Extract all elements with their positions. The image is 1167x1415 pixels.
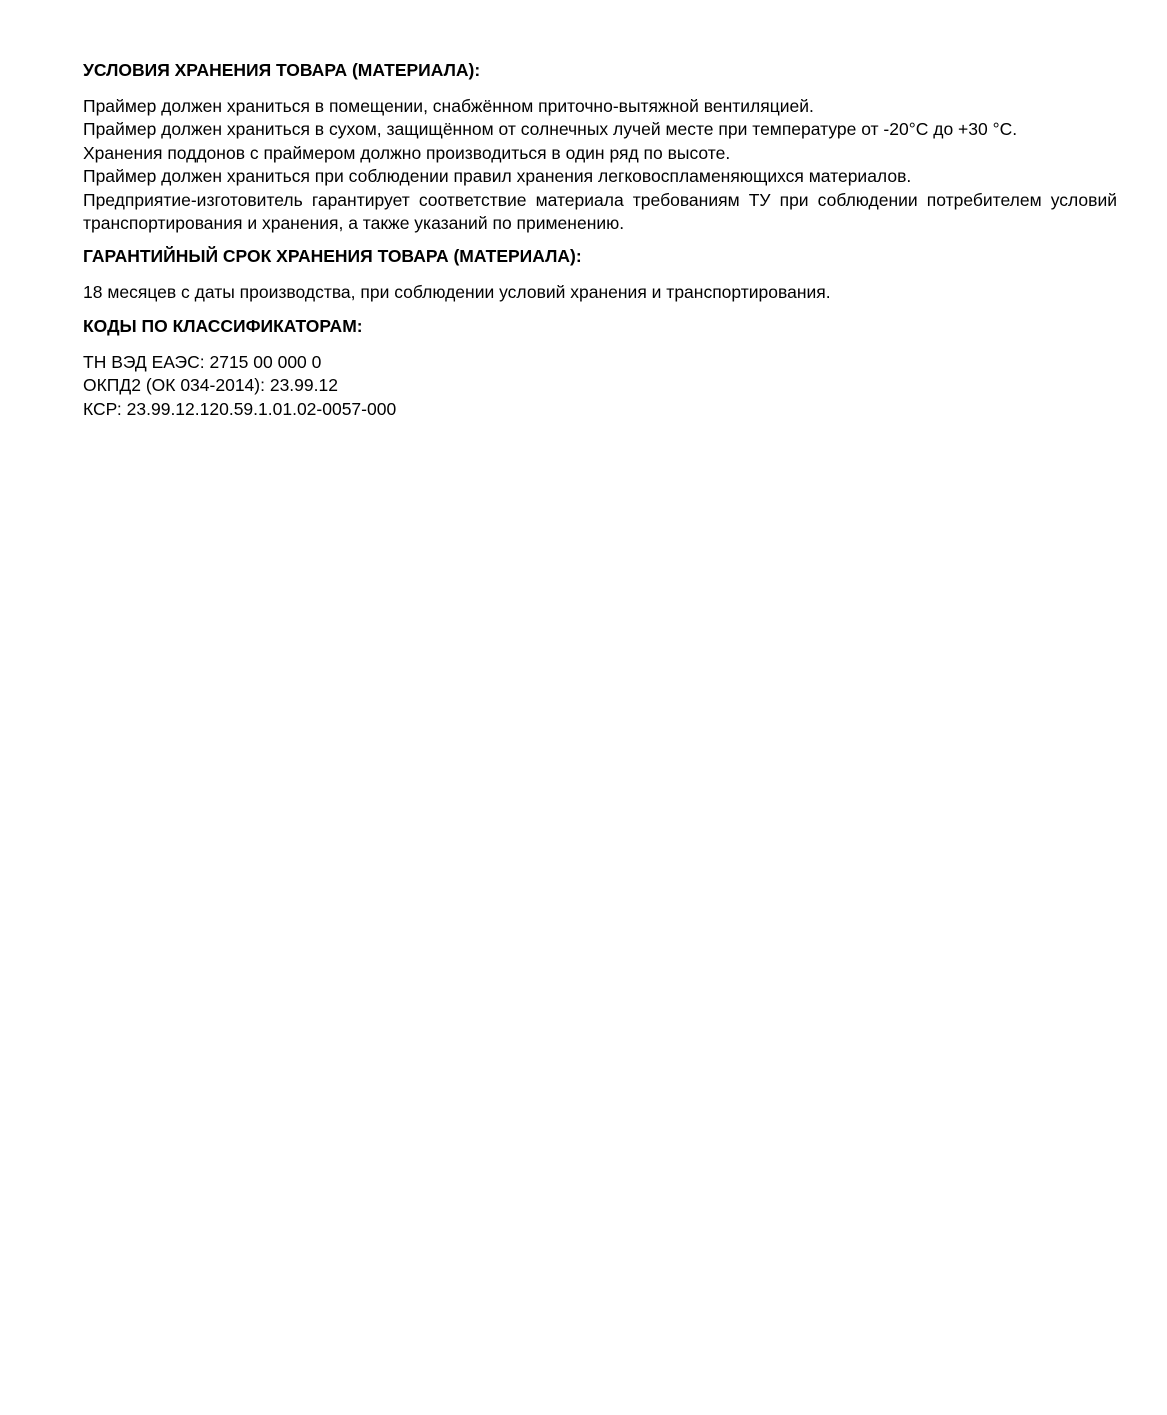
code-okpd2: ОКПД2 (ОК 034-2014): 23.99.12 bbox=[83, 375, 338, 396]
storage-line-ventilation: Праймер должен храниться в помещении, снабжённом приточно-вытяжной вентиляцией. bbox=[83, 96, 814, 116]
classifier-codes-section bbox=[83, 315, 1117, 421]
classifier-codes-list bbox=[83, 351, 1117, 421]
storage-line-pallets: Хранения поддонов с праймером должно производиться в один ряд по высоте. bbox=[83, 142, 731, 163]
storage-line-flammable: Праймер должен храниться при соблюдении правил хранения легковоспламеняющихся материалов. bbox=[83, 166, 912, 187]
code-tn-ved: ТН ВЭД ЕАЭС: 2715 00 000 0 bbox=[83, 351, 322, 372]
manufacturer-guarantee-paragraph: Предприятие-изготовитель гарантирует соответствие материала требованиям ТУ при соблюдении потребителем условий транспортирования и хранения, а также указаний по применению. bbox=[83, 189, 1117, 234]
code-ksr: КСР: 23.99.12.120.59.1.01.02-0057-000 bbox=[83, 398, 397, 419]
storage-conditions-text bbox=[83, 95, 1117, 189]
storage-line-temperature: Праймер должен храниться в сухом, защищённом от солнечных лучей месте при температуре от -20°С до +30 °С. bbox=[83, 119, 1018, 140]
document-page bbox=[83, 59, 1117, 421]
storage-conditions-section bbox=[83, 59, 1117, 235]
shelf-life-section bbox=[83, 245, 1117, 304]
storage-conditions-heading: УСЛОВИЯ ХРАНЕНИЯ ТОВАРА (МАТЕРИАЛА): bbox=[83, 60, 481, 80]
shelf-life-heading: ГАРАНТИЙНЫЙ СРОК ХРАНЕНИЯ ТОВАРА (МАТЕРИАЛА): bbox=[83, 246, 582, 267]
shelf-life-text: 18 месяцев с даты производства, при соблюдении условий хранения и транспортирования. bbox=[83, 282, 831, 303]
classifier-codes-heading: КОДЫ ПО КЛАССИФИКАТОРАМ: bbox=[83, 315, 363, 336]
